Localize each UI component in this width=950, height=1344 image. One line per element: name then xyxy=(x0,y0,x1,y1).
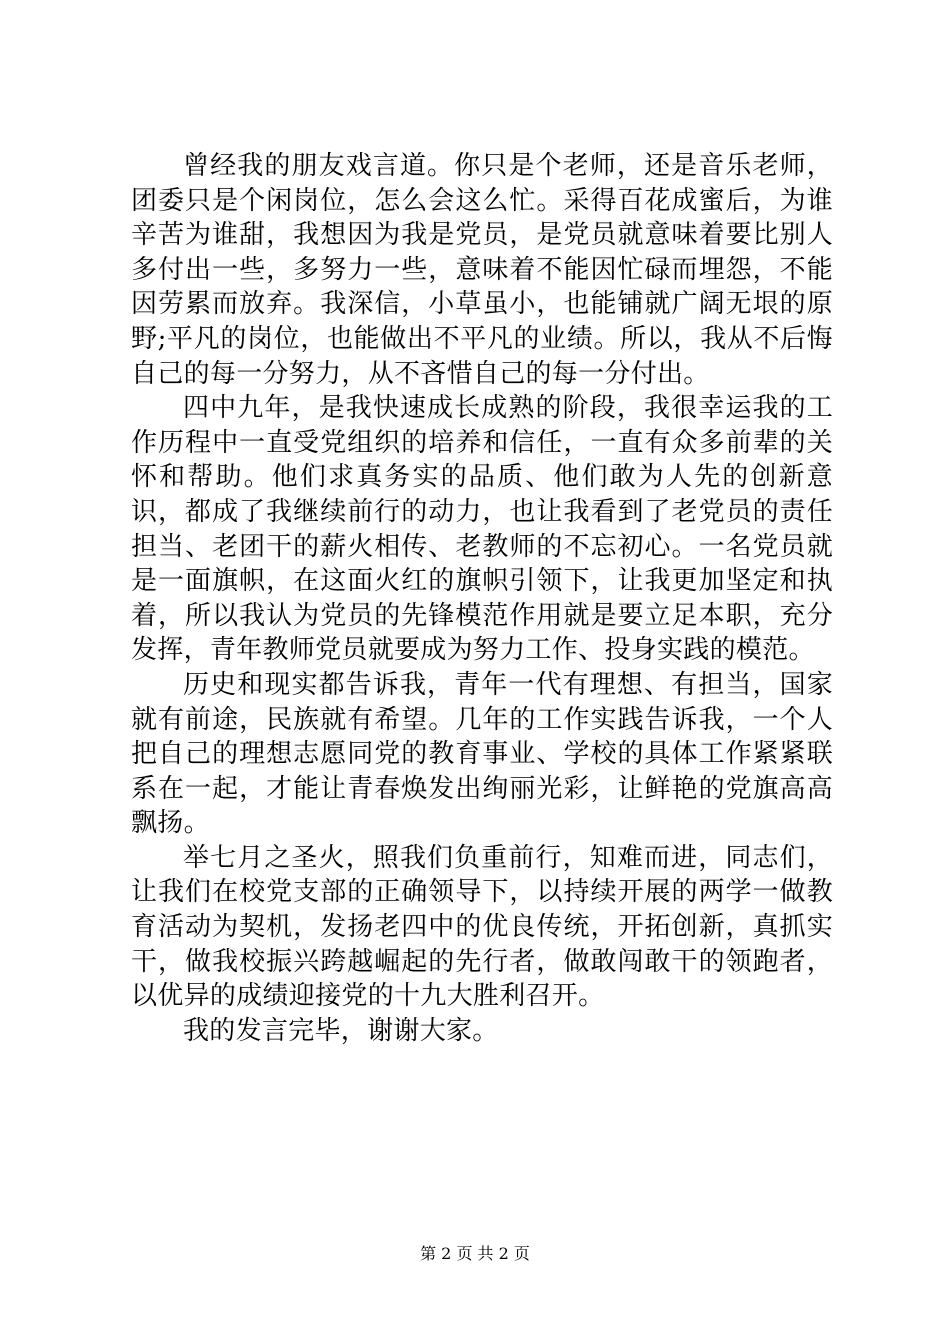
paragraph-1: 曾经我的朋友戏言道。你只是个老师，还是音乐老师，团委只是个闲岗位，怎么会这么忙。采得百花成蜜后，为谁辛苦为谁甜，我想因为我是党员，是党员就意味着要比别人多付出一些，多努力一些，意味着不能因忙碌而埋怨，不能因劳累而放弃。我深信，小草虽小，也能铺就广阔无垠的原野;平凡的岗位，也能做出不平凡的业绩。所以，我从不后悔自己的每一分努力，从不吝惜自己的每一分付出。 xyxy=(131,151,833,389)
paragraph-2: 四中九年，是我快速成长成熟的阶段，我很幸运我的工作历程中一直受党组织的培养和信任，一直有众多前辈的关怀和帮助。他们求真务实的品质、他们敢为人先的创新意识，都成了我继续前行的动力，也让我看到了老党员的责任担当、老团干的薪火相传、老教师的不忘初心。一名党员就是一面旗帜，在这面火红的旗帜引领下，让我更加坚定和执着，所以我认为党员的先锋模范作用就是要立足本职，充分发挥，青年教师党员就要成为努力工作、投身实践的模范。 xyxy=(131,393,833,666)
paragraph-4: 举七月之圣火，照我们负重前行，知难而进，同志们，让我们在校党支部的正确领导下，以持续开展的两学一做教育活动为契机，发扬老四中的优良传统，开拓创新，真抓实干，做我校振兴跨越崛起的先行者，做敢闯敢干的领跑者，以优异的成绩迎接党的十九大胜利召开。 xyxy=(131,842,833,1012)
page-number-footer: 第 2 页 共 2 页 xyxy=(420,1244,530,1263)
document-body xyxy=(131,149,833,1048)
paragraph-3: 历史和现实都告诉我，青年一代有理想、有担当，国家就有前途，民族就有希望。几年的工作实践告诉我，一个人把自己的理想志愿同党的教育事业、学校的具体工作紧紧联系在一起，才能让青春焕发出绚丽光彩，让鲜艳的党旗高高飘扬。 xyxy=(131,669,833,839)
paragraph-5: 我的发言完毕，谢谢大家。 xyxy=(183,1015,499,1046)
